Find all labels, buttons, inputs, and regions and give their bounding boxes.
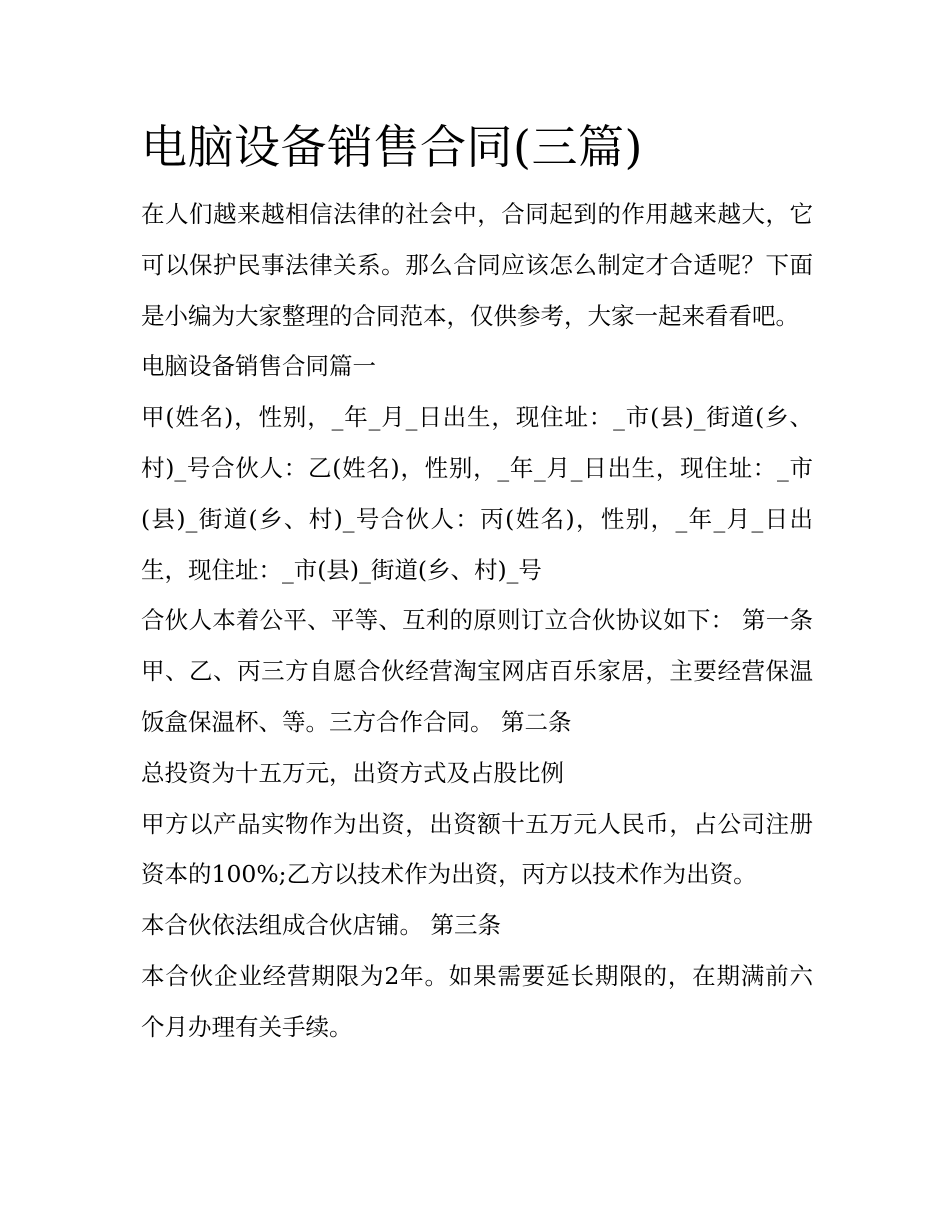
contribution-paragraph: 甲方以产品实物作为出资，出资额十五万元人民币，占公司注册资本的100%;乙方以技术作为出资，丙方以技术作为出资。 (141, 809, 813, 889)
document-page (141, 115, 813, 1053)
article-one-paragraph: 合伙人本着公平、平等、互利的原则订立合伙协议如下： 第一条 甲、乙、丙三方自愿合伙经营淘宝网店百乐家居，主要经营保温饭盒保温杯、等。三方合作合同。 第二条 (141, 606, 813, 736)
formation-paragraph: 本合伙依法组成合伙店铺。 第三条 (141, 911, 501, 940)
intro-paragraph: 在人们越来越相信法律的社会中，合同起到的作用越来越大，它可以保护民事法律关系。那么合同应该怎么制定才合适呢？下面是小编为大家整理的合同范本，仅供参考，大家一起来看看吧。 (141, 200, 813, 330)
investment-paragraph: 总投资为十五万元，出资方式及占股比例 (141, 758, 564, 787)
parties-paragraph: 甲(姓名)，性别，_年_月_日出生，现住址：_市(县)_街道(乡、村)_号合伙人：乙(姓名)，性别，_年_月_日出生，现住址：_市(县)_街道(乡、村)_号合伙人：丙(姓名)，性别，_年_月_日出生，现住址：_市(县)_街道(乡、村)_号 (141, 403, 813, 584)
section-heading: 电脑设备销售合同篇一 (141, 352, 376, 381)
document-title: 电脑设备销售合同(三篇) (141, 120, 643, 174)
term-paragraph: 本合伙企业经营期限为2年。如果需要延长期限的，在期满前六个月办理有关手续。 (141, 961, 813, 1041)
